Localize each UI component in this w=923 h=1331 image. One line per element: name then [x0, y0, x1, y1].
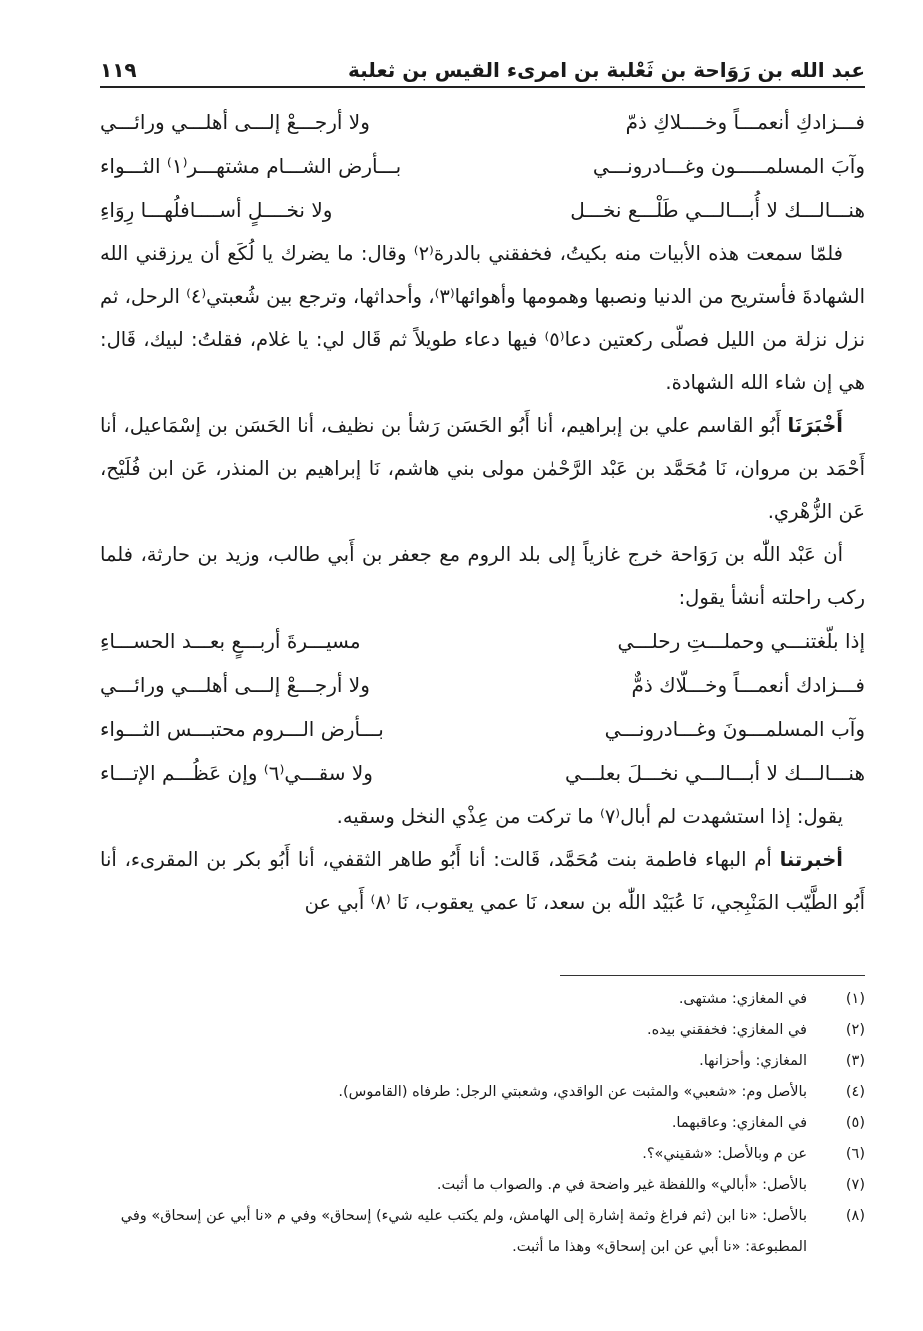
hemistich-first: فـــزادك أنعمـــاً وخـــلّاك ذمٌّ: [631, 673, 865, 697]
paragraph-text: أم البهاء فاطمة بنت مُحَمَّد، قَالت: أنا أَبُو طاهر الثقفي، أنا أَبُو بكر بن المقرىء، أنا أَبُو الطَّيّب المَنْبِجي، نَا عُبَيْد اللّٰه بن سعد، نَا عمي يعقوب، نَا ⁽٨⁾ أَبي عن: [100, 848, 865, 914]
poem-1: [100, 100, 865, 232]
hemistich-second: مسيـــرةَ أربـــعٍ بعـــد الحســـاءِ: [100, 629, 361, 653]
footnote: [100, 984, 865, 1015]
hemistich-first: وآبَ المسلمـــــون وغـــادرونـــي: [592, 154, 865, 178]
footnote-text: بالأصل وم: «شعبي» والمثبت عن الواقدي، وشعبتي الرجل: طرفاه (القاموس).: [338, 1084, 807, 1100]
hemistich-second: ولا نخــــلٍ أســــافلُهـــا رِوَاءِ: [100, 198, 333, 222]
footnote-number: (٧): [845, 1177, 865, 1193]
footnote-number: (٥): [845, 1115, 865, 1131]
footnote-text: في المغازي: مشتهى.: [678, 991, 807, 1007]
footnote-number: (٣): [845, 1053, 865, 1069]
main-text: [100, 100, 865, 924]
footnote-number: (١): [845, 991, 865, 1007]
footnote-divider: [560, 975, 865, 976]
hemistich-first: هنـــالـــك لا أبـــالـــي نخـــلَ بعلـــي: [564, 761, 865, 785]
hemistich-first: إذا بلّغتنـــي وحملـــتِ رحلـــي: [617, 629, 865, 653]
paragraph: يقول: إذا استشهدت لم أبال⁽٧⁾ ما تركت من عِذْي النخل وسقيه.: [336, 805, 843, 828]
paragraph-lead-word: أخبرتنا: [779, 848, 843, 871]
verse: [100, 663, 865, 707]
hemistich-first: وآب المسلمـــونَ وغـــادرونـــي: [604, 717, 865, 741]
verse: [100, 751, 865, 795]
verse: [100, 144, 865, 188]
footnote: [100, 1015, 865, 1046]
paragraph: أن عَبْد اللّٰه بن رَوَاحة خرج غازياً إلى بلد الروم مع جعفر بن أَبي طالب، وزيد بن حارثة، فلما ركب راحلته أنشأ يقول:: [100, 543, 865, 609]
paragraph-text: أَبُو القاسم علي بن إبراهيم، أنا أَبُو الحَسَن رَشأ بن نظيف، أنا الحَسَن بن إسْمَاعيل، أنا أَحْمَد بن مروان، نَا مُحَمَّد بن عَبْد الرَّحْمٰن مولى بني هاشم، نَا إبراهيم بن المنذر، عَن ابن فُلَيْح، عَن الزُّهْري.: [100, 414, 865, 523]
verse: [100, 707, 865, 751]
page-header: [100, 40, 865, 88]
hemistich-second: ولا أرجـــعْ إلـــى أهلـــي ورائـــي: [100, 673, 370, 697]
page-number: ١١٩: [100, 58, 137, 82]
footnote-number: (٢): [845, 1022, 865, 1038]
footnote-text: بالأصل: «نا ابن (ثم فراغ وثمة إشارة إلى الهامش، ولم يكتب عليه شيء) إسحاق» وفي م «نا أبي عن إسحاق» وفي المطبوعة: «نا أبي عن ابن إسحاق» وهذا ما أثبت.: [120, 1208, 807, 1255]
footnote: [100, 1077, 865, 1108]
footnote-text: عن م وبالأصل: «شقيني»؟.: [642, 1146, 807, 1162]
footnotes: [100, 975, 865, 1263]
footnote: [100, 1139, 865, 1170]
verse: [100, 100, 865, 144]
hemistich-first: فـــزادكِ أنعمـــاً وخــــلاكِ ذمّ: [625, 110, 865, 134]
verse: [100, 619, 865, 663]
running-title: عبد الله بن رَوَاحة بن ثَعْلبة بن امرىء القيس بن ثعلبة: [348, 58, 865, 82]
poem-2: [100, 619, 865, 795]
footnote: [100, 1046, 865, 1077]
paragraph: فلمّا سمعت هذه الأبيات منه بكيتُ، فخفقني بالدرة⁽٢⁾ وقال: ما يضرك يا لُكَع أن يرزقني الله الشهادةَ فأستريح من الدنيا ونصبها وهمومها وأهوائها⁽٣⁾، وأحداثها، وترجع بين شُعبتي⁽٤⁾ الرحل، ثم نزل نزلة من الليل فصلّى ركعتين دعا⁽٥⁾ فيها دعاء طويلاً ثم قَال لي: يا غلام، فقلتُ: لبيك، قَال: هي إن شاء الله الشهادة.: [100, 242, 866, 394]
hemistich-first: هنـــالـــك لا أُبـــالـــي طَلْـــع نخـــل: [570, 198, 865, 222]
footnote-number: (٤): [845, 1084, 865, 1100]
footnote-text: المغازي: وأحزانها.: [699, 1053, 807, 1069]
footnote-number: (٦): [845, 1146, 865, 1162]
footnote-number: (٨): [845, 1208, 865, 1224]
hemistich-second: ولا أرجـــعْ إلـــى أهلـــي ورائـــي: [100, 110, 370, 134]
footnote-text: في المغازي: وعاقبهما.: [671, 1115, 807, 1131]
footnote: [100, 1170, 865, 1201]
paragraph-isnad: [100, 838, 865, 924]
footnote: [100, 1108, 865, 1139]
paragraph-lead-word: أَخْبَرَنَا: [787, 414, 843, 437]
footnote: [100, 1201, 865, 1263]
hemistich-second: بـــأرض الشـــام مشتهـــر⁽١⁾ الثـــواء: [100, 154, 402, 178]
paragraph-isnad: [100, 404, 865, 533]
verse: [100, 188, 865, 232]
footnote-text: في المغازي: فخفقني بيده.: [647, 1022, 807, 1038]
hemistich-second: ولا سقـــي⁽٦⁾ وإن عَظُـــم الإتـــاء: [100, 761, 373, 785]
footnote-text: بالأصل: «أبالي» واللفظة غير واضحة في م. والصواب ما أثبت.: [436, 1177, 807, 1193]
hemistich-second: بـــأرض الـــروم محتبـــس الثـــواء: [100, 717, 384, 741]
